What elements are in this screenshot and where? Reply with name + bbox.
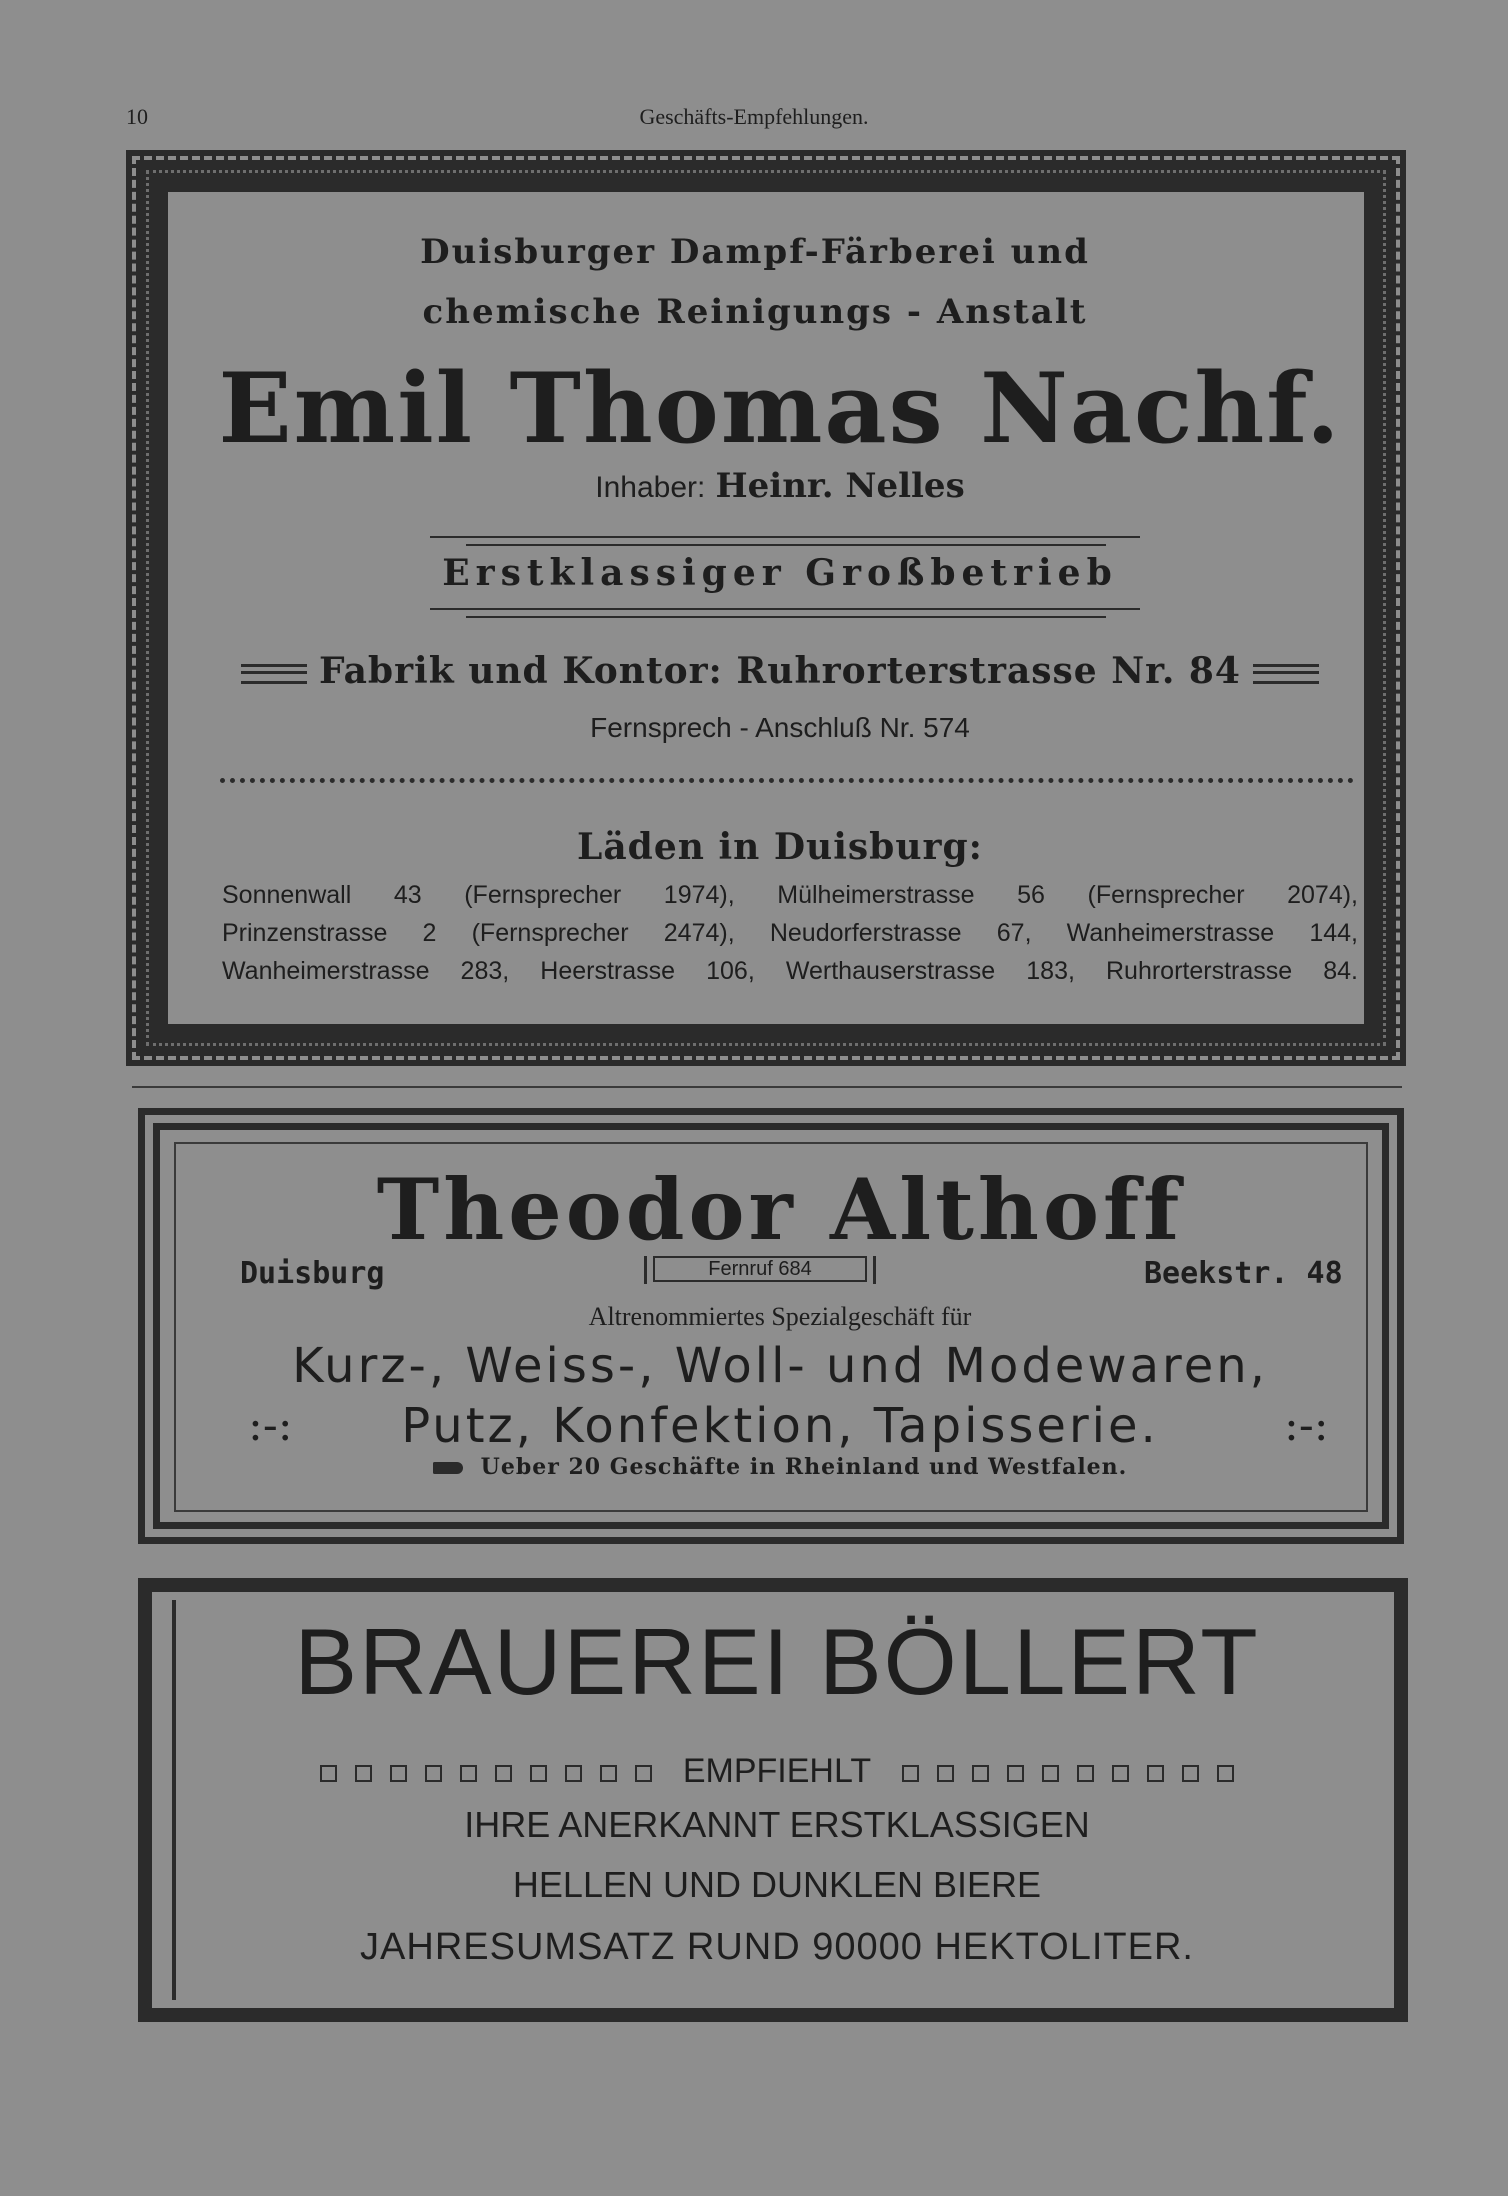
square-ornament	[1182, 1765, 1199, 1782]
square-ornament	[1112, 1765, 1129, 1782]
square-ornament	[972, 1765, 989, 1782]
ad-boellert-company: BRAUEREI BÖLLERT	[294, 1609, 1260, 1714]
ad-althoff-city: Duisburg	[240, 1256, 385, 1291]
ad-thomas-owner	[200, 466, 1360, 506]
square-ornament	[530, 1765, 547, 1782]
ad-thomas-tagline: Erstklassiger Großbetrieb	[442, 552, 1118, 594]
square-ornament	[1007, 1765, 1024, 1782]
ad-thomas-address-row	[200, 650, 1360, 692]
ad-boellert-line3: HELLEN UND DUNKLEN BIERE	[512, 1864, 1042, 1905]
pointing-hand-icon	[433, 1462, 463, 1474]
rule-ornament	[241, 664, 307, 684]
ad-thomas-company: Emil Thomas Nachf.	[218, 352, 1342, 465]
owner-label: Inhaber:	[595, 471, 706, 504]
square-ornament	[320, 1765, 337, 1782]
square-ornament	[460, 1765, 477, 1782]
divider	[466, 616, 1106, 618]
ad-althoff-goods-line1: Kurz-, Weiss-, Woll- und Modewaren,	[292, 1338, 1268, 1394]
square-ornament	[635, 1765, 652, 1782]
dotted-divider	[220, 778, 1354, 789]
square-ornament	[565, 1765, 582, 1782]
ad-althoff-goods-line2: Putz, Konfektion, Tapisserie.	[401, 1398, 1159, 1454]
running-head: Geschäfts-Empfehlungen.	[639, 104, 869, 129]
square-ornament	[1077, 1765, 1094, 1782]
ad-althoff-footer-row	[200, 1454, 1360, 1480]
ad-boellert-recommends: EMPFIEHLT	[682, 1752, 872, 1790]
ad-althoff-phone: Fernruf 684	[653, 1256, 867, 1282]
square-ornament	[1147, 1765, 1164, 1782]
ad-althoff-specialty: Altrenommiertes Spezialgeschäft für	[588, 1302, 972, 1331]
divider	[466, 544, 1106, 546]
rule-ornament	[1253, 664, 1319, 684]
ornament-left: :-:	[248, 1400, 293, 1451]
ad-thomas-address: Fabrik und Kontor: Ruhrorterstrasse Nr. 84	[319, 650, 1241, 692]
square-ornament	[902, 1765, 919, 1782]
ad-althoff-company: Theodor Althoff	[376, 1160, 1184, 1259]
square-ornament	[1217, 1765, 1234, 1782]
ad-thomas-phone: Fernsprech - Anschluß Nr. 574	[590, 712, 970, 743]
ad-boellert-recommends-row	[172, 1752, 1382, 1791]
page-number: 10	[126, 104, 148, 129]
square-ornament	[1042, 1765, 1059, 1782]
ad-boellert-line4: JAHRESUMSATZ RUND 90000 HEKTOLITER.	[360, 1926, 1194, 1968]
ad-thomas-line1: Duisburger Dampf-Färberei und	[420, 232, 1090, 272]
divider	[430, 536, 1140, 538]
ad-thomas-shops-list	[222, 876, 1358, 990]
divider	[430, 608, 1140, 610]
shops-line: Prinzenstrasse 2 (Fernsprecher 2474), Neudorferstrasse 67, Wanheimerstrasse 144,	[222, 919, 1358, 947]
square-ornament	[600, 1765, 617, 1782]
square-ornament	[355, 1765, 372, 1782]
ad-althoff-street: Beekstr. 48	[1144, 1256, 1343, 1291]
ad-althoff-footer: Ueber 20 Geschäfte in Rheinland und Westfalen.	[480, 1454, 1128, 1480]
ad-althoff-phone-box	[644, 1256, 876, 1284]
ad-thomas-line2: chemische Reinigungs - Anstalt	[422, 292, 1088, 332]
ornament-right: :-:	[1284, 1400, 1329, 1451]
square-ornament	[937, 1765, 954, 1782]
separator-rule	[132, 1086, 1402, 1088]
shops-line: Wanheimerstrasse 283, Heerstrasse 106, Werthauserstrasse 183, Ruhrorterstrasse 84.	[222, 957, 1358, 985]
owner-name: Heinr. Nelles	[715, 466, 965, 506]
square-ornament	[425, 1765, 442, 1782]
shops-line: Sonnenwall 43 (Fernsprecher 1974), Mülheimerstrasse 56 (Fernsprecher 2074),	[222, 881, 1358, 909]
ad-boellert-line2: IHRE ANERKANNT ERSTKLASSIGEN	[464, 1804, 1090, 1845]
square-ornament	[495, 1765, 512, 1782]
square-ornament	[390, 1765, 407, 1782]
ad-thomas-shops-heading: Läden in Duisburg:	[577, 826, 983, 868]
